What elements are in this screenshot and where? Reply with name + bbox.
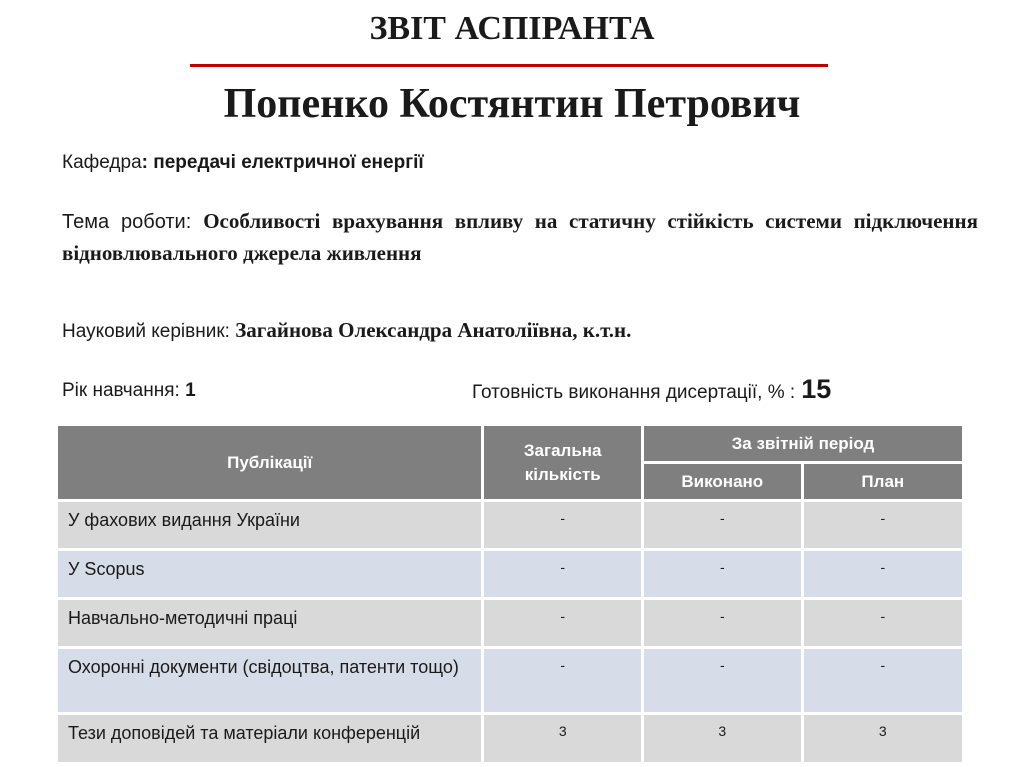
table-row bbox=[57, 648, 964, 714]
supervisor-value: Загайнова Олександра Анатоліївна, к.т.н. bbox=[235, 318, 632, 342]
department-line bbox=[62, 152, 424, 174]
table-row bbox=[57, 714, 964, 764]
report-title: ЗВІТ АСПІРАНТА bbox=[369, 10, 655, 47]
row-done: - bbox=[643, 501, 803, 550]
row-total: - bbox=[483, 648, 643, 714]
row-label: У фахових видання України bbox=[57, 501, 483, 550]
header-period: За звітній період bbox=[643, 425, 964, 463]
row-done: - bbox=[643, 599, 803, 648]
row-plan: - bbox=[802, 501, 963, 550]
row-done: - bbox=[643, 550, 803, 599]
study-year-value: 1 bbox=[185, 380, 196, 401]
row-total: - bbox=[483, 599, 643, 648]
student-name: Попенко Костянтин Петрович bbox=[223, 81, 801, 127]
department-label: Кафедра bbox=[62, 152, 142, 173]
readiness-label: Готовність виконання дисертації, % : bbox=[472, 382, 796, 403]
row-plan: 3 bbox=[802, 714, 963, 764]
table-row bbox=[57, 550, 964, 599]
topic-label: Тема роботи: bbox=[62, 211, 204, 233]
supervisor-label: Науковий керівник: bbox=[62, 321, 236, 342]
table-row bbox=[57, 599, 964, 648]
row-total: - bbox=[483, 550, 643, 599]
row-plan: - bbox=[802, 550, 963, 599]
publications-table bbox=[55, 423, 965, 765]
header-total: Загальна кількість bbox=[483, 425, 643, 501]
header-done: Виконано bbox=[643, 463, 803, 501]
row-total: - bbox=[483, 501, 643, 550]
readiness-value: 15 bbox=[801, 374, 832, 404]
row-plan: - bbox=[802, 648, 963, 714]
supervisor-line bbox=[62, 318, 631, 343]
row-done: 3 bbox=[643, 714, 803, 764]
title-divider bbox=[190, 64, 828, 67]
topic-line bbox=[62, 206, 978, 270]
row-label: Охоронні документи (свідоцтва, патенти тощо) bbox=[57, 648, 483, 714]
readiness-line bbox=[472, 374, 831, 405]
table-row bbox=[57, 501, 964, 550]
header-plan: План bbox=[802, 463, 963, 501]
row-label: У Scopus bbox=[57, 550, 483, 599]
topic-value: Особливості врахування впливу на статичну стійкість системи підключення відновлювального джерела живлення bbox=[62, 209, 978, 265]
row-done: - bbox=[643, 648, 803, 714]
department-value: : передачі електричної енергії bbox=[141, 152, 424, 173]
row-label: Навчально-методичні праці bbox=[57, 599, 483, 648]
row-plan: - bbox=[802, 599, 963, 648]
study-year-label: Рік навчання: bbox=[62, 380, 186, 401]
study-year-line bbox=[62, 380, 196, 402]
row-total: 3 bbox=[483, 714, 643, 764]
row-label: Тези доповідей та матеріали конференцій bbox=[57, 714, 483, 764]
header-publications: Публікації bbox=[57, 425, 483, 501]
